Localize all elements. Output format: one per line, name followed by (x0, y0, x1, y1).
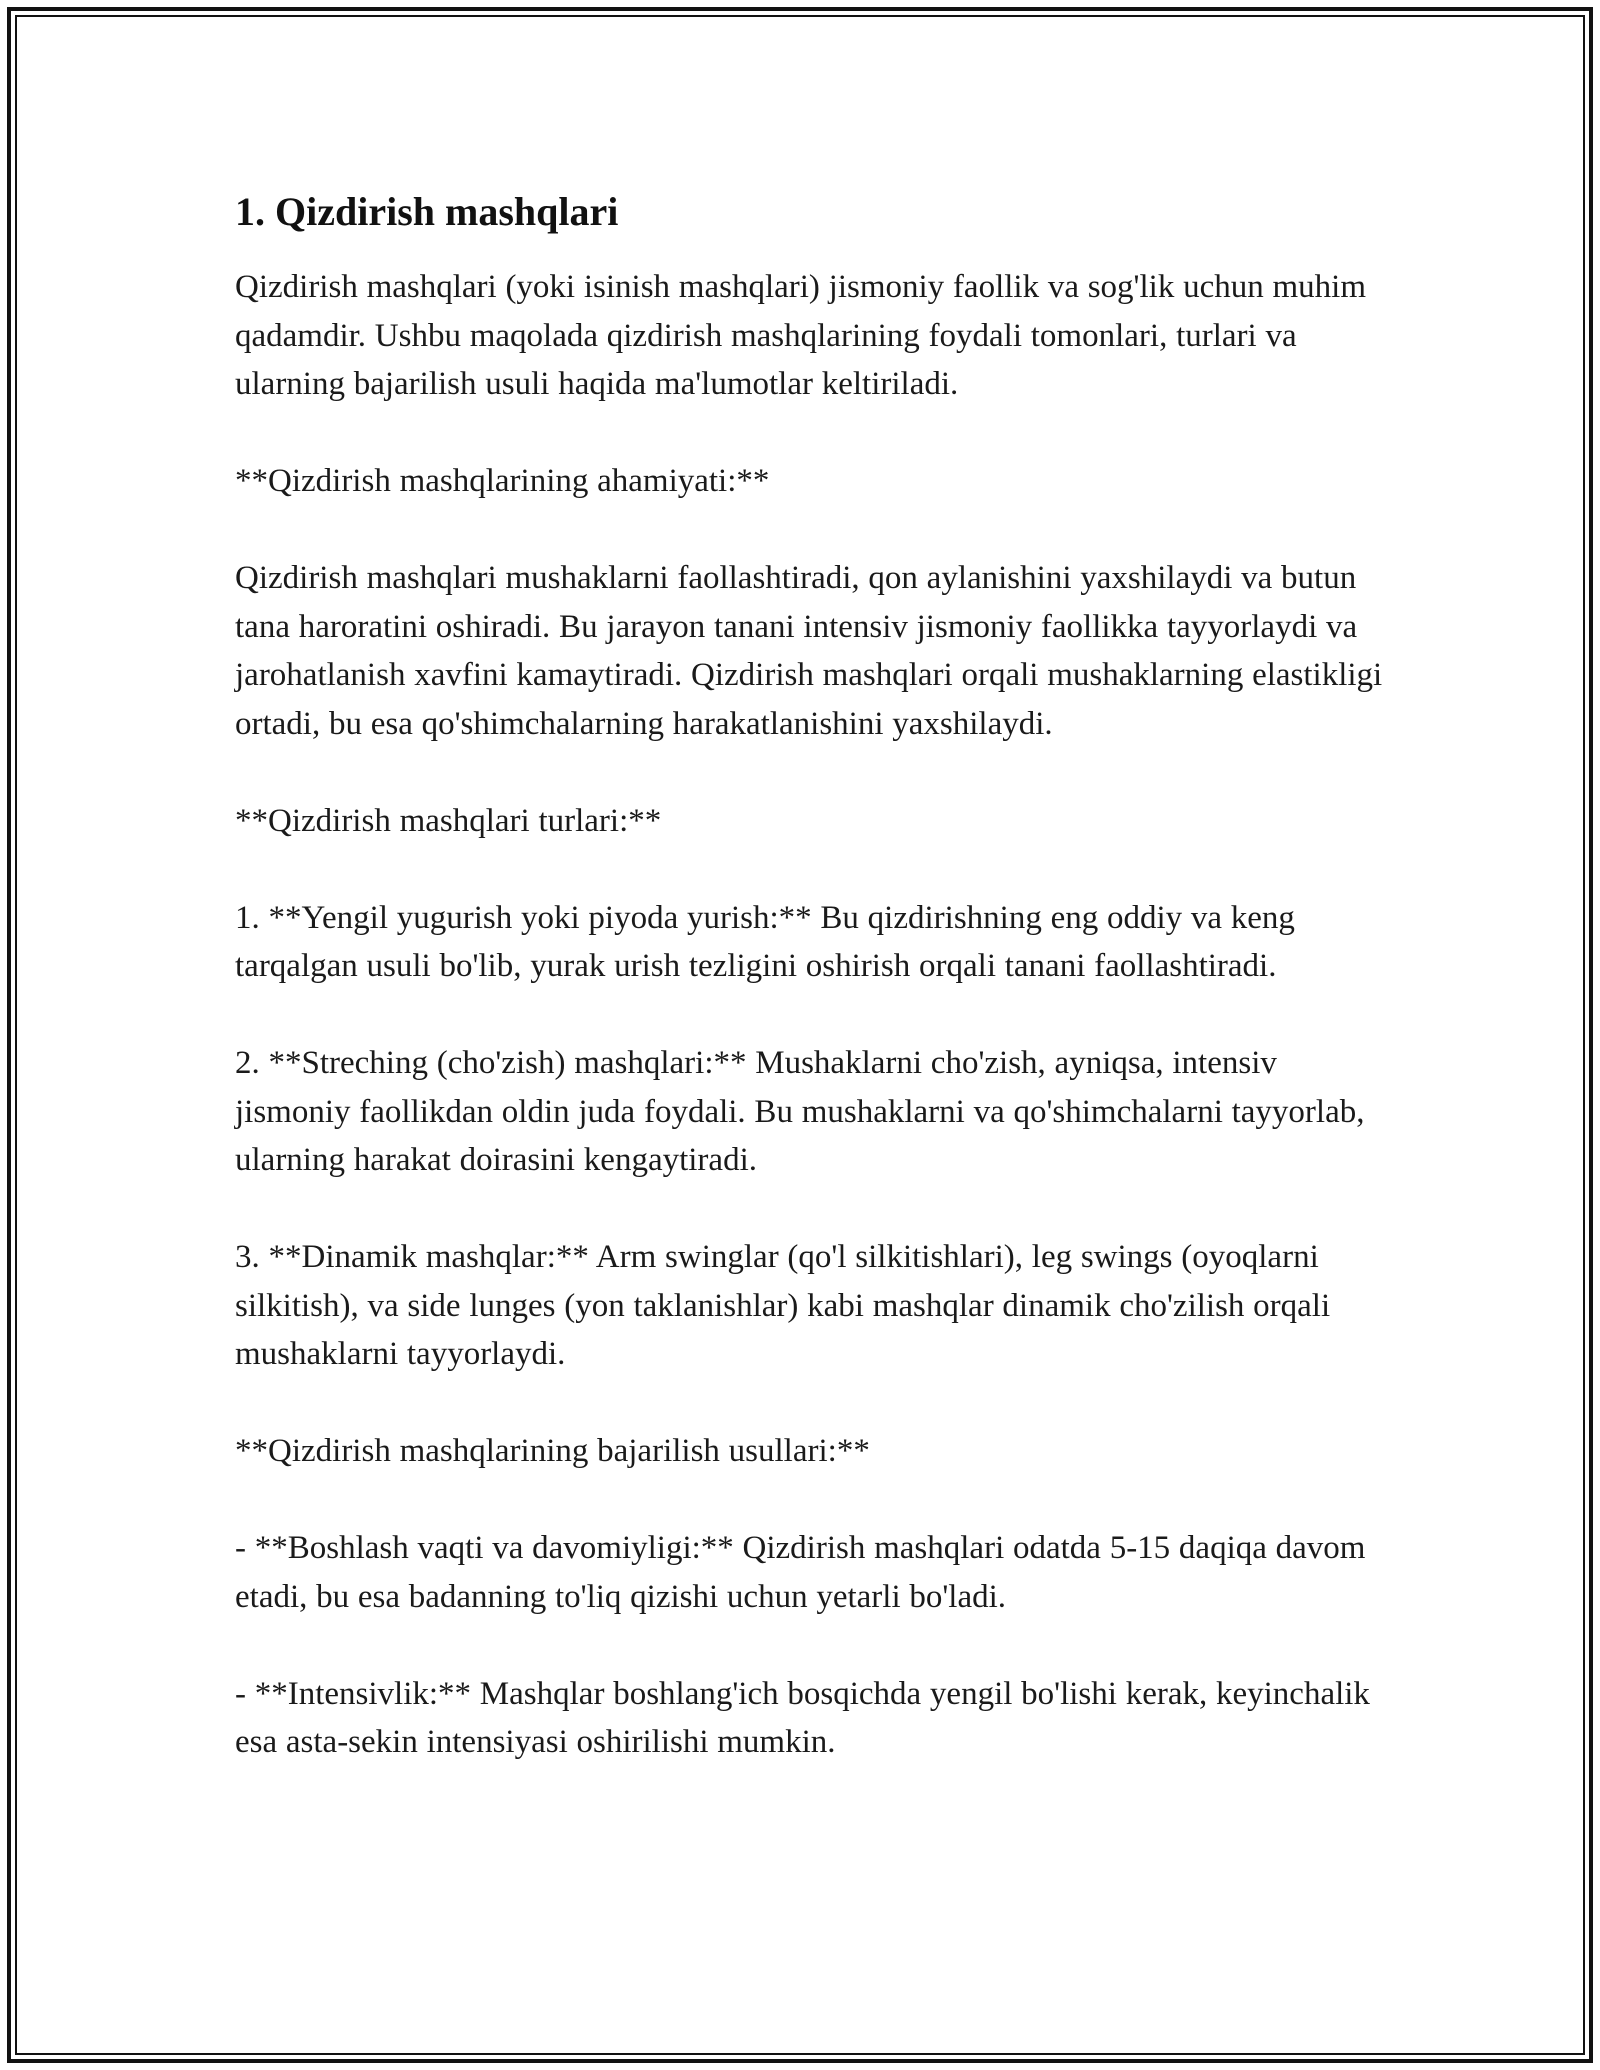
method-item-1: - **Boshlash vaqti va davomiyligi:** Qizdirish mashqlari odatda 5-15 daqiqa davom etadi, bu esa badanning to'liq qizishi uchun yetarli bo'ladi. (235, 1530, 1366, 1615)
importance-heading: **Qizdirish mashqlarining ahamiyati:** (235, 463, 770, 499)
method-item-2: - **Intensivlik:** Mashqlar boshlang'ich bosqichda yengil bo'lishi kerak, keyinchalik esa asta-sekin intensiyasi oshirilishi mumkin. (235, 1675, 1370, 1760)
document-body (235, 187, 1385, 1815)
type-item-2: 2. **Streching (cho'zish) mashqlari:** Mushaklarni cho'zish, ayniqsa, intensiv jismoniy faollikdan oldin juda foydali. Bu mushaklarni va qo'shimchalarni tayyorlab, ularning harakat doirasini kengaytiradi. (235, 1045, 1365, 1178)
type-item-1: 1. **Yengil yugurish yoki piyoda yurish:** Bu qizdirishning eng oddiy va keng tarqalgan usuli bo'lib, yurak urish tezligini oshirish orqali tanani faollashtiradi. (235, 899, 1295, 984)
methods-heading: **Qizdirish mashqlarining bajarilish usullari:** (235, 1433, 870, 1469)
importance-paragraph: Qizdirish mashqlari mushaklarni faollashtiradi, qon aylanishini yaxshilaydi va butun tana haroratini oshiradi. Bu jarayon tanani intensiv jismoniy faollikka tayyorlaydi va jarohatlanish xavfini kamaytiradi. Qizdirish mashqlari orqali mushaklarning elastikligi ortadi, bu esa qo'shimchalarning harakatlanishini yaxshilaydi. (235, 560, 1383, 742)
types-heading: **Qizdirish mashqlari turlari:** (235, 802, 662, 839)
intro-paragraph: Qizdirish mashqlari (yoki isinish mashqlari) jismoniy faollik va sog'lik uchun muhim qadamdir. Ushbu maqolada qizdirish mashqlarining foydali tomonlari, turlari va ularning bajarilish usuli haqida ma'lumotlar keltiriladi. (235, 269, 1366, 402)
type-item-3: 3. **Dinamik mashqlar:** Arm swinglar (qo'l silkitishlari), leg swings (oyoqlarni silkitish), va side lunges (yon taklanishlar) kabi mashqlar dinamik cho'zilish orqali mushaklarni tayyorlaydi. (235, 1239, 1331, 1372)
document-title: 1. Qizdirish mashqlari (235, 189, 619, 234)
